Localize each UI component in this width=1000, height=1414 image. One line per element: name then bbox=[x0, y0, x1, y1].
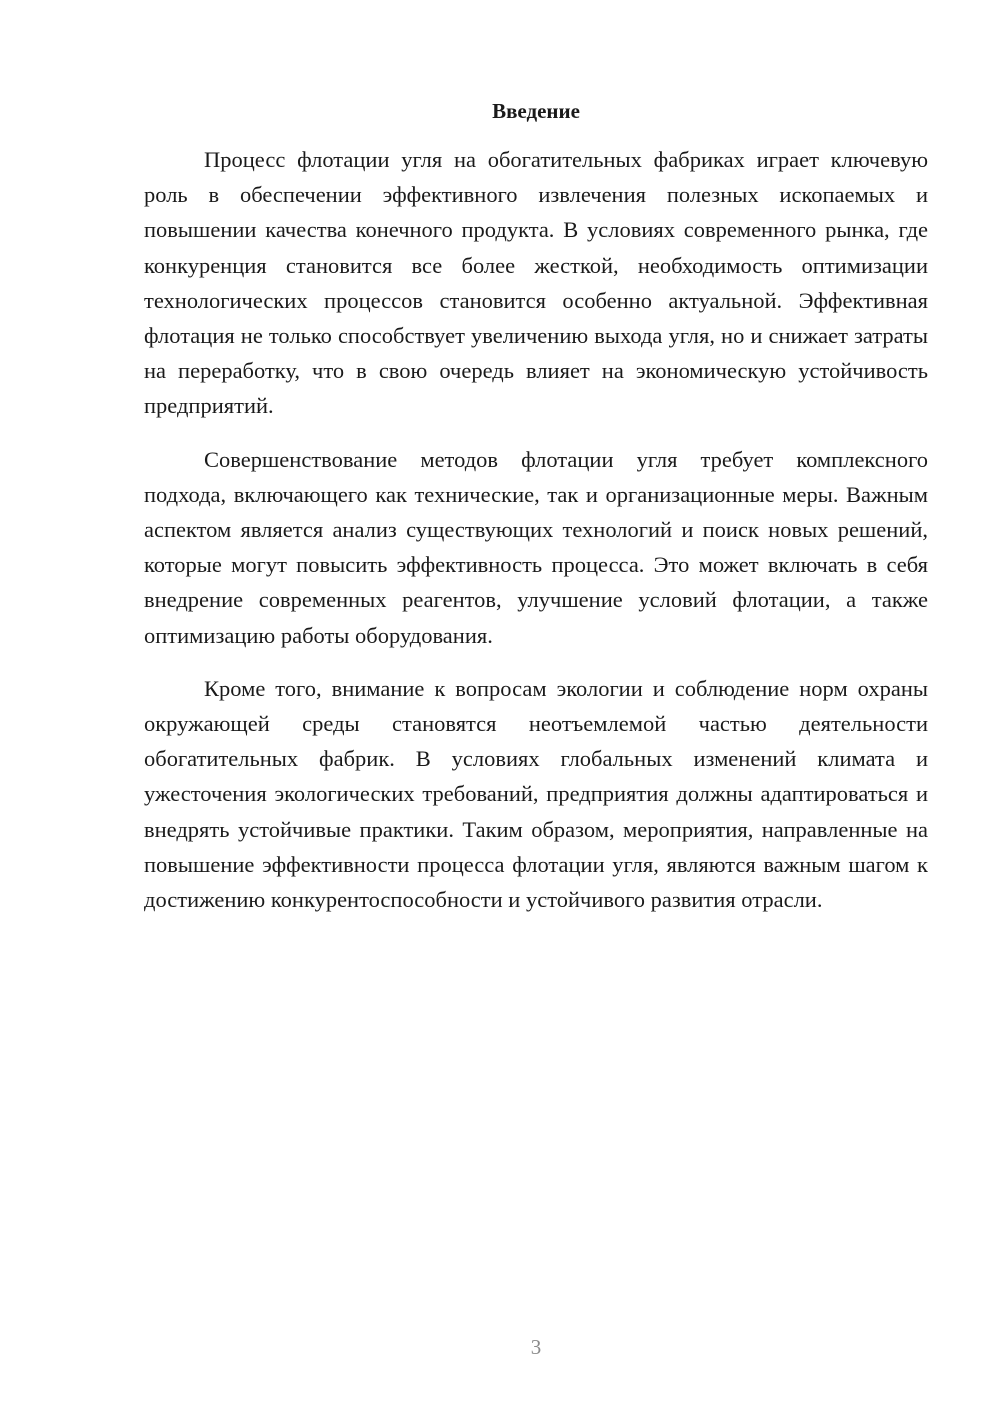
page-title: Введение bbox=[492, 99, 580, 123]
paragraph-2: Совершенствование методов флотации угля требует комплексного подхода, включающего как технические, так и организационные меры. Важным аспектом является анализ существующих технологий и поиск новых решений, которые могут повысить эффективность процесса. Это может включать в себя внедрение современных реагентов, улучшение условий флотации, а также оптимизацию работы оборудования. bbox=[144, 446, 928, 648]
body-text bbox=[144, 142, 928, 935]
paragraph-1: Процесс флотации угля на обогатительных фабриках играет ключевую роль в обеспечении эффективного извлечения полезных ископаемых и повышении качества конечного продукта. В условиях современного рынка, где конкуренция становится все более жесткой, необходимость оптимизации технологических процессов становится особенно актуальной. Эффективная флотация не только способствует увеличению выхода угля, но и снижает затраты на переработку, что в свою очередь влияет на экономическую устойчивость предприятий. bbox=[144, 147, 928, 419]
page-number: 3 bbox=[530, 1335, 542, 1359]
paragraph-3: Кроме того, внимание к вопросам экологии и соблюдение норм охраны окружающей среды становятся неотъемлемой частью деятельности обогатительных фабрик. В условиях глобальных изменений климата и ужесточения экологических требований, предприятия должны адаптироваться и внедрять устойчивые практики. Таким образом, мероприятия, направленные на повышение эффективности процесса флотации угля, являются важным шагом к достижению конкурентоспособности и устойчивого развития отрасли. bbox=[144, 675, 928, 913]
